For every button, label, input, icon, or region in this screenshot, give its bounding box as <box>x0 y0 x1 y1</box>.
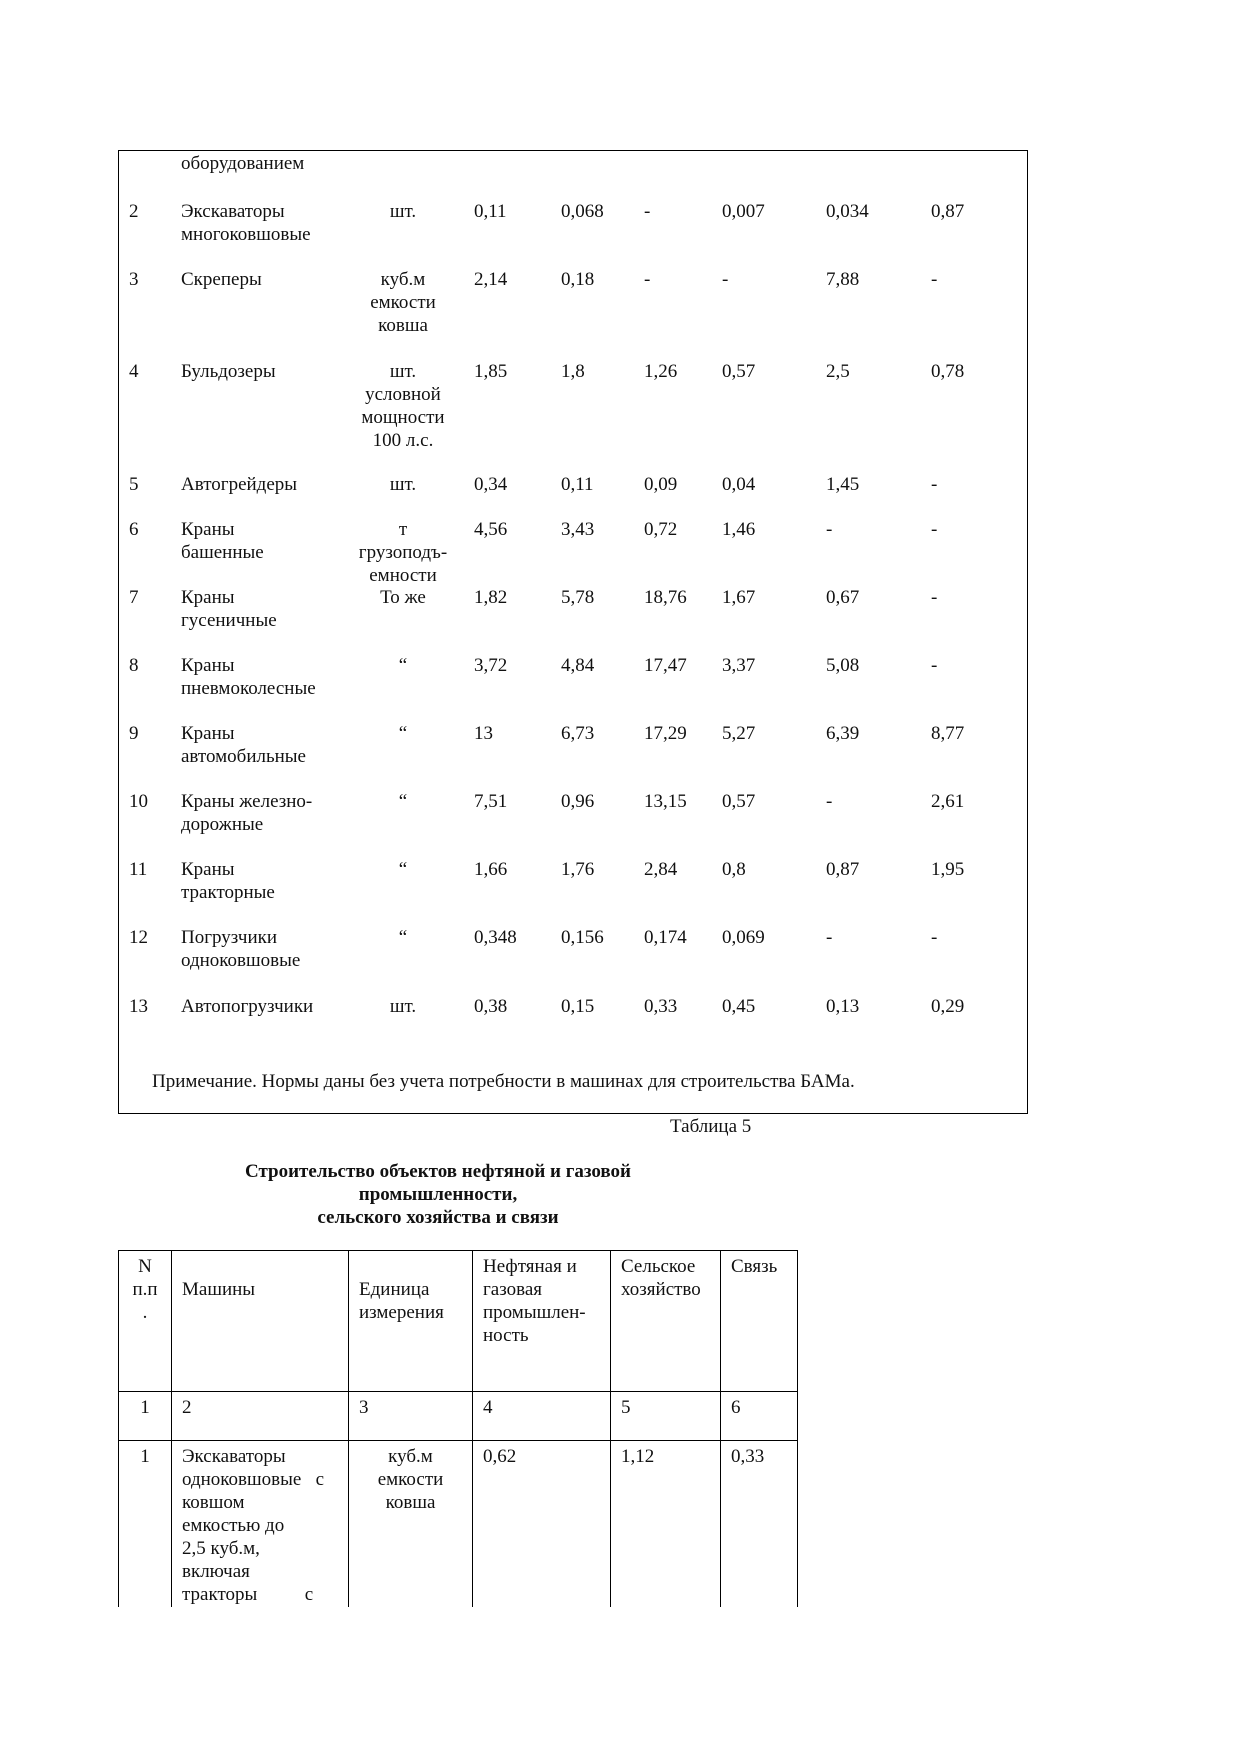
row-value: - <box>931 269 938 290</box>
table5-title-line: Строительство объектов нефтяной и газовой <box>245 1161 631 1182</box>
row-unit <box>346 995 460 1018</box>
row-value: 0,29 <box>931 996 965 1017</box>
row-value: 18,76 <box>644 587 687 608</box>
row-value: 0,174 <box>644 927 687 948</box>
row-value: - <box>931 519 938 540</box>
header-agriculture-line: Сельское <box>621 1256 696 1277</box>
row-value: 2,14 <box>474 269 508 290</box>
table5-row <box>119 1441 798 1608</box>
machine-name-line: Автогрейдеры <box>181 474 298 495</box>
header-unit-line: измерения <box>359 1302 444 1323</box>
table5-column-numbers-row <box>119 1392 798 1441</box>
row-value-communication: 0,33 <box>721 1441 798 1608</box>
row-value: 5,27 <box>722 723 756 744</box>
machine-name-line: Краны <box>181 723 235 744</box>
row-machine-name <box>181 722 306 768</box>
machine-name-line: 2,5 куб.м, <box>182 1538 260 1559</box>
header-agriculture <box>611 1251 721 1392</box>
row-value: - <box>644 269 651 290</box>
row-value: - <box>644 201 651 222</box>
row-machine-name <box>181 268 262 291</box>
header-num-line: п.п <box>132 1279 158 1300</box>
row-value: 1,46 <box>722 519 756 540</box>
header-oil-gas-line: промышлен- <box>483 1302 586 1323</box>
unit-line: т <box>398 519 408 540</box>
machine-name-line: Экскаваторы <box>182 1446 286 1467</box>
row-number: 11 <box>129 859 148 880</box>
column-number: 1 <box>119 1392 172 1441</box>
unit-line: куб.м <box>380 269 426 290</box>
header-communication <box>721 1251 798 1392</box>
row-machine-name <box>181 518 264 564</box>
row-number: 12 <box>129 927 148 948</box>
row-value: 0,007 <box>722 201 765 222</box>
row-value: 4,56 <box>474 519 508 540</box>
row-value: - <box>722 269 729 290</box>
row-unit <box>346 268 460 337</box>
row-value: 0,15 <box>561 996 595 1017</box>
row-value: 6,73 <box>561 723 595 744</box>
unit-line: куб.м <box>388 1446 433 1467</box>
row-value: 1,26 <box>644 361 678 382</box>
row-value: 0,87 <box>826 859 860 880</box>
machine-name-line: емкостью до <box>182 1515 285 1536</box>
machine-name-line: Краны <box>181 519 235 540</box>
header-oil-gas-line: ность <box>483 1325 529 1346</box>
column-number: 3 <box>349 1392 473 1441</box>
row-number: 2 <box>129 201 139 222</box>
machine-name-line: пневмоколесные <box>181 678 316 699</box>
row-value: 5,78 <box>561 587 595 608</box>
machine-name-line: одноковшовые с <box>182 1469 325 1490</box>
row-value: 1,8 <box>561 361 585 382</box>
row-value: 3,37 <box>722 655 756 676</box>
row-value: - <box>931 587 938 608</box>
table5-title-line: сельского хозяйства и связи <box>317 1207 559 1228</box>
machine-name-line: многоковшовые <box>181 224 311 245</box>
unit-line: “ <box>398 859 408 880</box>
row-value: 2,5 <box>826 361 850 382</box>
unit-line: “ <box>398 927 408 948</box>
unit-line: шт. <box>389 361 417 382</box>
header-oil-gas <box>473 1251 611 1392</box>
row-value: 3,43 <box>561 519 595 540</box>
row-unit <box>346 858 460 881</box>
row-value: 5,08 <box>826 655 860 676</box>
header-num <box>119 1251 172 1392</box>
unit-line: “ <box>398 791 408 812</box>
column-number: 5 <box>611 1392 721 1441</box>
unit-line: шт. <box>389 201 417 222</box>
row-value-oil-gas: 0,62 <box>473 1441 611 1608</box>
unit-line: шт. <box>389 996 417 1017</box>
row-value: 2,61 <box>931 791 965 812</box>
row-value: 0,57 <box>722 361 756 382</box>
row-number: 1 <box>119 1441 172 1608</box>
row-number: 8 <box>129 655 139 676</box>
header-oil-gas-line: Нефтяная и <box>483 1256 577 1277</box>
row-value: 0,45 <box>722 996 756 1017</box>
machine-name-line: включая <box>182 1561 250 1582</box>
table5-title-line: промышленности, <box>358 1184 518 1205</box>
row-unit <box>349 1441 473 1608</box>
machine-name-line: Бульдозеры <box>181 361 276 382</box>
header-unit-line: Единица <box>359 1279 430 1300</box>
machine-name-line: Краны железно- <box>181 791 313 812</box>
row-value: - <box>931 474 938 495</box>
unit-line: мощности <box>361 407 445 428</box>
unit-line: шт. <box>389 474 417 495</box>
row-value: 0,09 <box>644 474 678 495</box>
row-value: 1,45 <box>826 474 860 495</box>
row-value: 0,04 <box>722 474 756 495</box>
row-number: 4 <box>129 361 139 382</box>
row-unit <box>346 586 460 609</box>
row-value: 7,88 <box>826 269 860 290</box>
row-value: - <box>826 927 833 948</box>
row-value: 0,78 <box>931 361 965 382</box>
unit-line: емности <box>369 565 437 586</box>
row-machine-name <box>181 790 312 836</box>
row-value: 0,156 <box>561 927 604 948</box>
row-value: 17,29 <box>644 723 687 744</box>
row-value: 0,348 <box>474 927 517 948</box>
row-number: 9 <box>129 723 139 744</box>
row-number: 7 <box>129 587 139 608</box>
row-value: - <box>931 655 938 676</box>
row-value: - <box>826 519 833 540</box>
machine-name-line: Автопогрузчики <box>181 996 314 1017</box>
column-number: 6 <box>721 1392 798 1441</box>
header-machines-text: Машины <box>182 1279 256 1300</box>
row-machine-name <box>181 858 275 904</box>
machine-name-line: тракторные <box>181 882 275 903</box>
machine-name-line: ковшом <box>182 1492 245 1513</box>
machine-name-line: Краны <box>181 587 235 608</box>
row-value: 0,034 <box>826 201 869 222</box>
row-machine-name <box>172 1441 349 1608</box>
machine-name-line: автомобильные <box>181 746 306 767</box>
unit-line: То же <box>380 587 426 608</box>
table5-title <box>208 1160 668 1229</box>
row-unit <box>346 654 460 677</box>
header-oil-gas-line: газовая <box>483 1279 543 1300</box>
row-value: 0,33 <box>644 996 678 1017</box>
unit-line: ковша <box>385 1492 436 1513</box>
row-value: 1,95 <box>931 859 965 880</box>
header-machines <box>172 1251 349 1392</box>
unit-line: “ <box>398 723 408 744</box>
row-unit <box>346 200 460 223</box>
row-number: 5 <box>129 474 139 495</box>
row-value: 0,13 <box>826 996 860 1017</box>
row-value: 0,87 <box>931 201 965 222</box>
row-unit <box>346 790 460 813</box>
row-value: 13 <box>474 723 493 744</box>
row-value: 2,84 <box>644 859 678 880</box>
row-unit <box>346 518 460 587</box>
row-value: 0,11 <box>561 474 594 495</box>
row-machine-name <box>181 654 316 700</box>
row-value: 0,34 <box>474 474 508 495</box>
row-value: 1,76 <box>561 859 595 880</box>
row-value: 1,66 <box>474 859 508 880</box>
machine-name-line: гусеничные <box>181 610 277 631</box>
column-number: 2 <box>172 1392 349 1441</box>
row-value: 7,51 <box>474 791 508 812</box>
row-value: 1,82 <box>474 587 508 608</box>
row-value: 0,96 <box>561 791 595 812</box>
row-unit <box>346 722 460 745</box>
unit-line: условной <box>365 384 441 405</box>
row-value: 0,57 <box>722 791 756 812</box>
unit-line: ковша <box>378 315 428 336</box>
row-value: 3,72 <box>474 655 508 676</box>
row-machine-name <box>181 995 313 1018</box>
row-number: 6 <box>129 519 139 540</box>
unit-line: емкости <box>377 1469 444 1490</box>
row-value: 8,77 <box>931 723 965 744</box>
row-machine-name <box>181 360 276 383</box>
row-value: 1,85 <box>474 361 508 382</box>
row-machine-name <box>181 586 277 632</box>
row-value: 0,8 <box>722 859 746 880</box>
row-unit <box>346 360 460 452</box>
row-number: 13 <box>129 996 148 1017</box>
machine-name-line: Скреперы <box>181 269 262 290</box>
header-num-line: N <box>138 1256 152 1277</box>
machine-name-line: башенные <box>181 542 264 563</box>
row-machine-name <box>181 473 297 496</box>
row-value: 0,18 <box>561 269 595 290</box>
header-agriculture-line: хозяйство <box>621 1279 701 1300</box>
table1-continuation-text: оборудованием <box>181 153 305 174</box>
row-unit <box>346 926 460 949</box>
row-value: 13,15 <box>644 791 687 812</box>
machine-name-line: Экскаваторы <box>181 201 285 222</box>
row-value: 0,67 <box>826 587 860 608</box>
machine-name-line: Погрузчики <box>181 927 278 948</box>
unit-line: 100 л.с. <box>372 430 434 451</box>
machine-name-line: Краны <box>181 655 235 676</box>
row-value: 0,069 <box>722 927 765 948</box>
table-label: Таблица 5 <box>670 1116 752 1137</box>
row-value: 0,068 <box>561 201 604 222</box>
unit-line: емкости <box>370 292 436 313</box>
row-value: 6,39 <box>826 723 860 744</box>
row-unit <box>346 473 460 496</box>
unit-line: “ <box>398 655 408 676</box>
machine-name-line: тракторы с <box>182 1584 314 1605</box>
header-unit <box>349 1251 473 1392</box>
machine-name-line: Краны <box>181 859 235 880</box>
row-value-agriculture: 1,12 <box>611 1441 721 1608</box>
column-number: 4 <box>473 1392 611 1441</box>
table5 <box>118 1250 798 1607</box>
table1-note: Примечание. Нормы даны без учета потребности в машинах для строительства БАМа. <box>152 1071 855 1092</box>
row-value: 0,38 <box>474 996 508 1017</box>
row-value: - <box>826 791 833 812</box>
row-value: 0,72 <box>644 519 678 540</box>
header-communication-text: Связь <box>731 1256 778 1277</box>
row-value: - <box>931 927 938 948</box>
row-number: 3 <box>129 269 139 290</box>
unit-line: грузоподъ- <box>358 542 448 563</box>
row-number: 10 <box>129 791 148 812</box>
row-value: 17,47 <box>644 655 687 676</box>
row-machine-name <box>181 200 311 246</box>
table5-header-row <box>119 1251 798 1392</box>
row-value: 0,11 <box>474 201 507 222</box>
machine-name-line: одноковшовые <box>181 950 301 971</box>
row-value: 4,84 <box>561 655 595 676</box>
row-machine-name <box>181 926 300 972</box>
row-value: 1,67 <box>722 587 756 608</box>
machine-name-line: дорожные <box>181 814 264 835</box>
header-num-line: . <box>142 1302 148 1323</box>
